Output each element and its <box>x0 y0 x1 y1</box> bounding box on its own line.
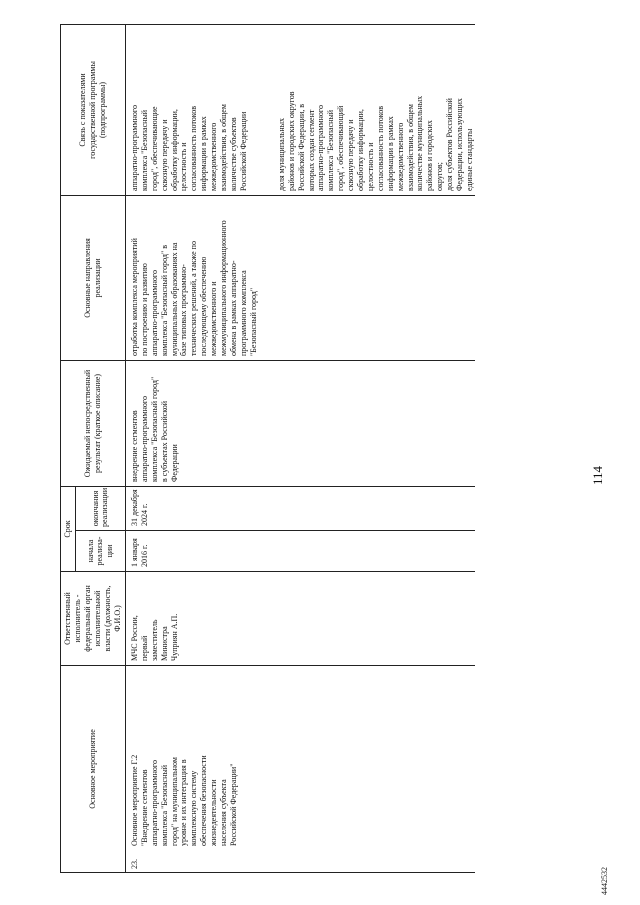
text-line: целостность и <box>365 142 375 191</box>
text-line: "Внедрение сегментов <box>139 769 149 846</box>
table-row <box>125 24 475 872</box>
text-line: районов и городских <box>425 120 435 191</box>
text-line: комплексную систему <box>189 770 199 846</box>
text-line: которых создан сегмент <box>306 109 316 191</box>
text-line: Федерации <box>169 444 179 482</box>
text-line: населения субъекта <box>219 779 229 846</box>
text-line: реализации <box>100 487 110 527</box>
program-activities-table <box>60 24 475 873</box>
text-line: уровне и их интеграция в <box>179 759 189 846</box>
directions-cell <box>125 195 475 360</box>
text-line: межведомственного и <box>209 281 219 356</box>
executor-cell <box>125 572 475 666</box>
text-line: 1 января <box>129 538 139 567</box>
text-line: Российской Федерации" <box>228 763 238 846</box>
text-line: аппаратно-программного <box>149 760 159 846</box>
text-line: доля субъектов Российской <box>445 98 455 191</box>
text-line: исполнительной <box>92 590 102 647</box>
text-line: Ф.И.О.) <box>112 605 122 632</box>
text-line: город", обеспечивающие <box>149 106 159 191</box>
text-line: Связь с показателями <box>78 73 88 147</box>
text-line: по построению и развитию <box>139 263 149 356</box>
text-line: начала <box>85 539 95 563</box>
text-line: отработка комплекса мероприятий <box>129 238 139 356</box>
header-end <box>75 486 125 530</box>
row-number: 23. <box>129 859 139 869</box>
text-line: первый <box>139 635 149 661</box>
text-line: целостность и <box>179 142 189 191</box>
header-activity: Основное мероприятие <box>61 666 126 873</box>
text-line: власти (должность, <box>102 585 112 652</box>
header-start <box>75 531 125 572</box>
text-line: Ожидаемый непосредственный <box>83 369 93 478</box>
text-line: обработку информации, <box>356 109 366 191</box>
text-line: сквозную передачу и <box>159 119 169 191</box>
text-line: 2024 г. <box>139 503 149 526</box>
activity-text <box>130 670 239 868</box>
text-line: Российской Федерации <box>238 111 248 191</box>
text-line: информации в рамках <box>199 116 209 191</box>
document-id: 4442532 <box>600 867 609 895</box>
text-line: федеральный орган <box>83 585 93 652</box>
text-line: аппаратно-программного <box>129 105 139 191</box>
text-line: Ответственный <box>63 592 73 645</box>
text-line: аппаратно-программного <box>149 270 159 356</box>
text-line: исполнитель - <box>73 594 83 643</box>
text-line: реализа- <box>95 536 105 566</box>
header-link <box>61 24 126 195</box>
text-line: внедрение сегментов <box>129 410 139 482</box>
text-line: обмена в рамках аппаратно- <box>228 260 238 356</box>
text-line: количестве муниципальных <box>415 95 425 191</box>
text-line: Федерации, использующих <box>455 98 465 191</box>
text-line: 2016 г. <box>139 544 149 567</box>
text-line: Основные направления <box>83 238 93 318</box>
result-cell <box>125 360 475 486</box>
activity-cell <box>125 666 475 873</box>
text-line: "Безопасный город" <box>248 287 258 356</box>
text-line: жизнедеятельности <box>209 779 219 846</box>
text-line: обеспечения безопасности <box>199 755 209 846</box>
link-cell <box>125 24 475 195</box>
text-line: Российской Федерации, в <box>296 104 306 191</box>
text-line: аппаратно-программного <box>316 105 326 191</box>
header-directions <box>61 195 126 360</box>
text-line: согласованность потоков <box>375 105 385 191</box>
text-line: комплекса "Безопасный <box>159 764 169 846</box>
text-line: в субъектах Российской <box>159 400 169 482</box>
text-line: базе типовых программно- <box>179 264 189 356</box>
text-line: 31 декабря <box>129 489 139 526</box>
text-line: результат (краткое описание) <box>92 373 102 474</box>
text-line: взаимодействия, в общем <box>405 104 415 191</box>
text-line: программного комплекса <box>238 270 248 356</box>
text-line: Министра <box>159 626 169 661</box>
link-continuation <box>130 29 249 191</box>
text-line: последующему обеспечению <box>199 256 209 356</box>
text-line: заместитель <box>149 619 159 661</box>
text-line: взаимодействия, в общем <box>219 104 229 191</box>
text-line: обработку информации, <box>169 109 179 191</box>
text-line: технических решений, а также по <box>189 241 199 356</box>
text-line: согласованность потоков <box>189 105 199 191</box>
text-line: МЧС России, <box>129 615 139 661</box>
text-line: город", обеспечивающий <box>336 105 346 191</box>
text-line: аппаратно-программного <box>139 396 149 482</box>
text-line: окончания <box>90 490 100 527</box>
page-number: 114 <box>590 465 605 485</box>
end-cell <box>125 486 475 530</box>
text-line: межведомственного <box>209 122 219 191</box>
text-line: Чуприян А.П. <box>169 613 179 661</box>
text-line: реализации <box>92 258 102 298</box>
link-indicators <box>277 29 475 191</box>
text-line: комплекса "Безопасный город" в <box>159 244 169 356</box>
text-line: Основное мероприятие Г.2 <box>129 754 139 846</box>
start-cell <box>125 531 475 572</box>
header-term: Срок <box>61 486 76 571</box>
text-line: доля муниципальных <box>276 117 286 191</box>
text-line: округов; <box>435 162 445 191</box>
text-line: комплекса "Безопасный город" <box>149 376 159 482</box>
text-line: город" на муниципальном <box>169 757 179 846</box>
text-line: единые стандарты <box>465 128 474 191</box>
text-line: государственной программы <box>88 61 97 159</box>
text-line: информации в рамках <box>385 116 395 191</box>
text-line: сквозную передачу и <box>346 119 356 191</box>
text-line: муниципальных образованиях на <box>169 242 179 356</box>
text-line: комплекса "Безопасный <box>139 109 149 191</box>
header-executor <box>61 572 126 666</box>
text-line: межведомственного <box>395 122 405 191</box>
text-line: ции <box>105 544 115 558</box>
text-line: комплекса "Безопасный <box>326 109 336 191</box>
text-line: количестве субъектов <box>228 117 238 191</box>
text-line: (подпрограммы) <box>97 81 107 139</box>
header-result <box>61 360 126 486</box>
text-line: районов и городских округов <box>286 91 296 191</box>
text-line: межмуниципального информационного <box>219 220 229 356</box>
